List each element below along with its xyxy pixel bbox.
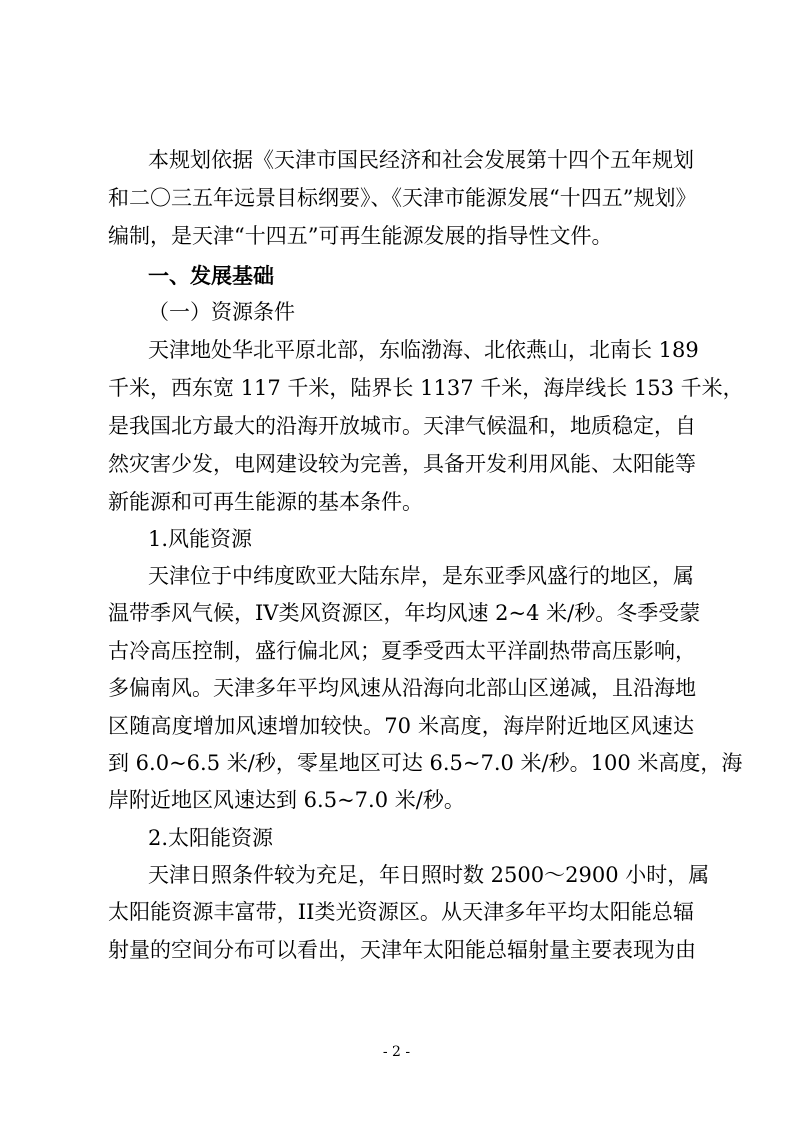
wind-line-3: 古冷高压控制，盛行偏北风；夏季受西太平洋副热带高压影响，	[108, 639, 696, 663]
section-heading: 一、发展基础	[148, 264, 274, 288]
page-number: - 2 -	[382, 1044, 411, 1060]
resource-line-3: 是我国北方最大的沿海开放城市。天津气候温和，地质稳定，自	[108, 414, 696, 438]
subsection-heading: （一）资源条件	[148, 300, 295, 324]
solar-line-2: 太阳能资源丰富带，II类光资源区。从天津多年平均太阳能总辐	[108, 900, 694, 924]
intro-line-1: 本规划依据《天津市国民经济和社会发展第十四个五年规划	[148, 148, 694, 172]
resource-line-4: 然灾害少发，电网建设较为完善，具备开发利用风能、太阳能等	[108, 452, 696, 476]
wind-line-4: 多偏南风。天津多年平均风速从沿海向北部山区递减，且沿海地	[108, 676, 696, 700]
wind-heading: 1.风能资源	[148, 527, 253, 551]
wind-line-2: 温带季风气候，IV类风资源区，年均风速 2~4 米/秒。冬季受蒙	[108, 601, 701, 625]
solar-line-3: 射量的空间分布可以看出，天津年太阳能总辐射量主要表现为由	[108, 938, 696, 962]
intro-line-3: 编制，是天津“十四五”可再生能源发展的指导性文件。	[108, 224, 613, 248]
wind-line-5: 区随高度增加风速增加较快。70 米高度，海岸附近地区风速达	[108, 714, 694, 738]
solar-heading: 2.太阳能资源	[148, 826, 274, 850]
resource-line-5: 新能源和可再生能源的基本条件。	[108, 490, 423, 514]
intro-line-2: 和二〇三五年远景目标纲要》、《天津市能源发展“十四五”规划》	[108, 186, 697, 210]
resource-line-1: 天津地处华北平原北部，东临渤海、北依燕山，北南长 189	[148, 338, 699, 362]
wind-line-6: 到 6.0~6.5 米/秒，零星地区可达 6.5~7.0 米/秒。100 米高度，海	[108, 751, 743, 775]
wind-line-7: 岸附近地区风速达到 6.5~7.0 米/秒。	[108, 788, 465, 812]
wind-line-1: 天津位于中纬度欧亚大陆东岸，是东亚季风盛行的地区，属	[148, 564, 694, 588]
resource-line-2: 千米，西东宽 117 千米，陆界长 1137 千米，海岸线长 153 千米，	[108, 376, 744, 400]
solar-line-1: 天津日照条件较为充足，年日照时数 2500～2900 小时，属	[148, 863, 710, 887]
